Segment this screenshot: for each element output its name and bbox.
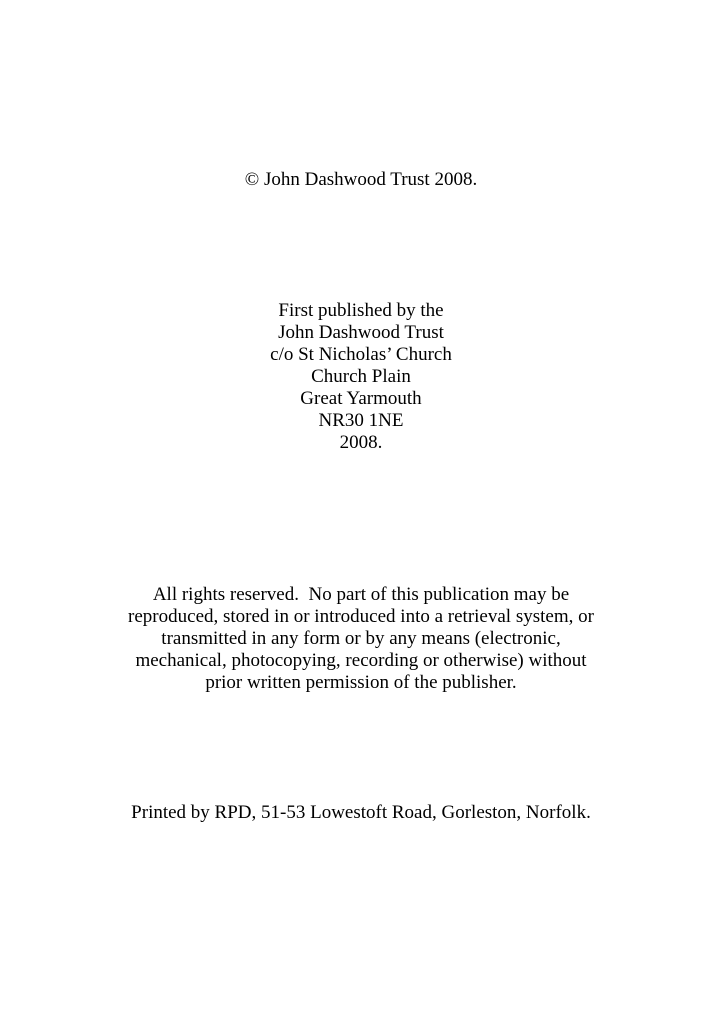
- publisher-address: [0, 300, 722, 454]
- rights-line: prior written permission of the publisher.: [205, 672, 517, 693]
- publisher-line: Great Yarmouth: [300, 388, 422, 409]
- rights-statement: [0, 584, 722, 694]
- publisher-line: First published by the: [278, 300, 444, 321]
- rights-line: mechanical, photocopying, recording or otherwise) without: [135, 650, 587, 671]
- printer-info: [0, 802, 722, 824]
- rights-line: All rights reserved. No part of this publication may be: [152, 584, 570, 605]
- printer-text: Printed by RPD, 51-53 Lowestoft Road, Gorleston, Norfolk.: [131, 802, 591, 823]
- publisher-line: John Dashwood Trust: [278, 322, 444, 343]
- publisher-line: c/o St Nicholas’ Church: [270, 344, 452, 365]
- publisher-line: 2008.: [339, 432, 383, 453]
- copyright-notice: [0, 169, 722, 191]
- rights-line: reproduced, stored in or introduced into a retrieval system, or: [128, 606, 594, 627]
- publisher-line: NR30 1NE: [318, 410, 404, 431]
- rights-line: transmitted in any form or by any means (electronic,: [161, 628, 561, 649]
- copyright-text: © John Dashwood Trust 2008.: [244, 169, 478, 190]
- publisher-line: Church Plain: [311, 366, 411, 387]
